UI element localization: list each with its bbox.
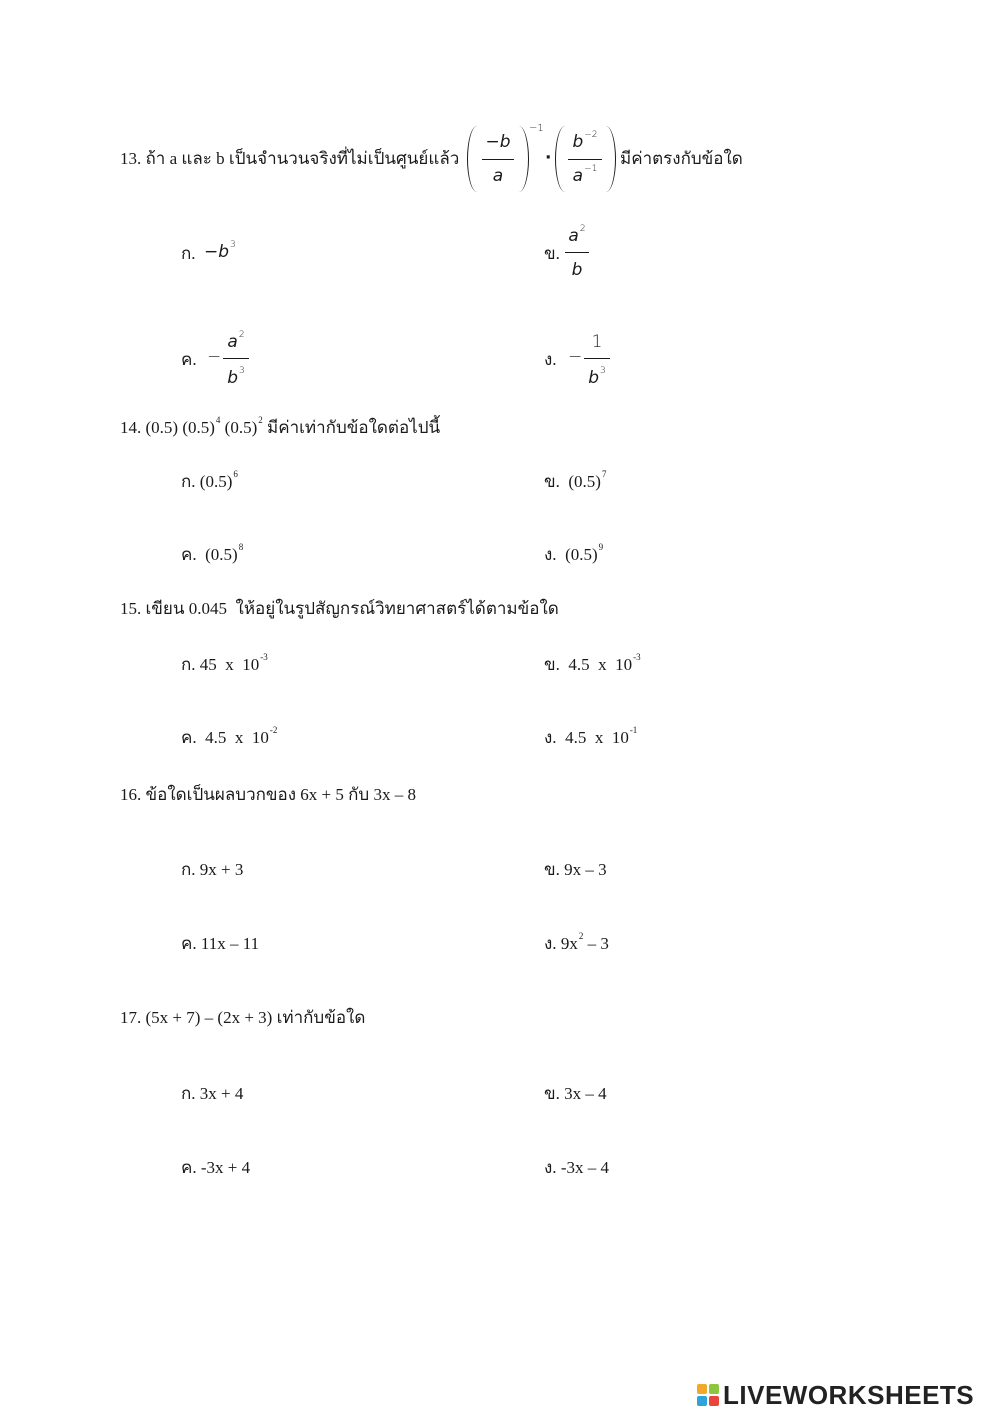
question-16-stem: 16. ข้อใดเป็นผลบวกของ 6x + 5 กับ 3x – 8 xyxy=(120,785,416,804)
liveworksheets-logo xyxy=(697,1378,974,1412)
minus-sign: − xyxy=(568,347,583,367)
choice-d[interactable]: ง. $9x^2 - 3$ xyxy=(544,931,609,953)
fraction-numerator: −b xyxy=(485,132,511,152)
right-paren xyxy=(601,126,616,192)
choice-value: $a^2$ $b^3$ xyxy=(223,332,249,390)
right-paren xyxy=(514,126,529,192)
choice-d[interactable]: ง. -3x – 4 xyxy=(544,1158,609,1177)
choice-label: ง. xyxy=(544,350,557,369)
question-14-stem: 14. (0.5) $(0.5)^4$ $(0.5)^2$ มีค่าเท่ากับข้อใดต่อไปนี้ xyxy=(120,415,441,437)
choice-b[interactable]: ข. $(0.5)^7$ xyxy=(544,469,607,491)
question-13-stem-end: มีค่าตรงกับข้อใด xyxy=(620,149,743,168)
choice-label: ก. xyxy=(181,244,196,263)
choice-a[interactable]: ก. 9x + 3 xyxy=(181,860,244,879)
choice-c[interactable]: ค. $(0.5)^8$ xyxy=(181,542,244,564)
choice-value: $a^2$ b xyxy=(565,226,589,282)
choice-c[interactable]: ค. 11x – 11 xyxy=(181,934,260,953)
choice-value: 1 $b^3$ xyxy=(584,332,610,390)
fraction-denominator: a xyxy=(492,166,504,186)
question-17-stem: 17. (5x + 7) – (2x + 3) เท่ากับข้อใด xyxy=(120,1008,366,1027)
fraction-denominator: $a^{-1}$ xyxy=(572,164,598,186)
logo-squares-icon xyxy=(697,1384,719,1406)
multiplication-dot: · xyxy=(545,148,552,168)
choice-label: ค. xyxy=(181,350,197,369)
choice-d[interactable]: ง. $(0.5)^9$ xyxy=(544,542,604,564)
choice-a[interactable]: ก. 3x + 4 xyxy=(181,1084,244,1103)
logo-text: LIVEWORKSHEETS xyxy=(723,1379,975,1410)
choice-value: $-b^3$ xyxy=(204,240,236,262)
fraction-bar xyxy=(482,159,514,160)
minus-sign: − xyxy=(207,347,222,367)
fraction-neg-b-over-a xyxy=(482,132,514,188)
question-15-stem: 15. เขียน 0.045 ให้อยู่ในรูปสัญกรณ์วิทยาศาสตร์ได้ตามข้อใด xyxy=(120,599,559,618)
choice-b[interactable]: ข. 3x – 4 xyxy=(544,1084,607,1103)
choice-label: ข. xyxy=(544,244,560,263)
fraction-numerator: $b^{-2}$ xyxy=(572,130,598,152)
choice-a[interactable]: ก. $(0.5)^6$ xyxy=(181,469,238,491)
left-paren xyxy=(467,126,482,192)
exponent: −1 xyxy=(529,123,544,134)
choice-c[interactable]: ค. -3x + 4 xyxy=(181,1158,251,1177)
choice-b[interactable]: ข. 4.5 x $10^{-3}$ xyxy=(544,652,641,674)
question-13-stem: 13. ถ้า a และ b เป็นจำนวนจริงที่ไม่เป็นศูนย์แล้ว xyxy=(120,149,460,168)
fraction-b-over-a xyxy=(568,132,602,188)
choice-a[interactable]: ก. 45 x $10^{-3}$ xyxy=(181,652,268,674)
choice-d[interactable]: ง. 4.5 x $10^{-1}$ xyxy=(544,725,638,747)
choice-c[interactable]: ค. 4.5 x $10^{-2}$ xyxy=(181,725,278,747)
fraction-bar xyxy=(568,159,602,160)
choice-b[interactable]: ข. 9x – 3 xyxy=(544,860,607,879)
